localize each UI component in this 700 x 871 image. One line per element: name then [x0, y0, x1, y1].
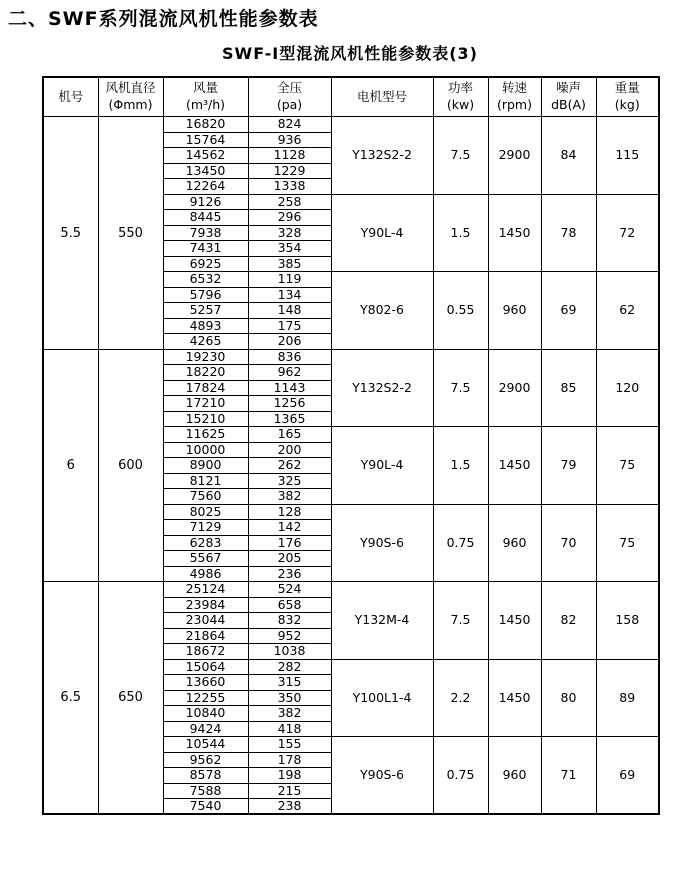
- diameter-cell: 600: [98, 349, 163, 582]
- pressure-cell: 296: [248, 210, 331, 226]
- pressure-cell: 1365: [248, 411, 331, 427]
- machine-no-cell: 5.5: [43, 117, 98, 350]
- pressure-cell: 832: [248, 613, 331, 629]
- table-header: [43, 77, 659, 117]
- column-header-machine-no: [43, 77, 98, 117]
- motor-model-cell: Y100L1-4: [331, 659, 433, 737]
- weight-cell: 69: [596, 737, 659, 815]
- column-header-line: 风机直径: [105, 80, 156, 96]
- air-volume-cell: 15764: [163, 132, 248, 148]
- power-cell: 7.5: [433, 349, 488, 427]
- column-header-line: 转速: [501, 80, 527, 96]
- column-header-line: (m³/h): [185, 97, 226, 113]
- air-volume-cell: 6283: [163, 535, 248, 551]
- air-volume-cell: 8445: [163, 210, 248, 226]
- fan-parameters-table: [42, 76, 660, 816]
- air-volume-cell: 6532: [163, 272, 248, 288]
- pressure-cell: 165: [248, 427, 331, 443]
- speed-cell: 960: [488, 272, 541, 350]
- pressure-cell: 824: [248, 117, 331, 133]
- diameter-cell: 650: [98, 582, 163, 815]
- speed-cell: 960: [488, 737, 541, 815]
- pressure-cell: 936: [248, 132, 331, 148]
- pressure-cell: 236: [248, 566, 331, 582]
- pressure-cell: 328: [248, 225, 331, 241]
- air-volume-cell: 19230: [163, 349, 248, 365]
- air-volume-cell: 21864: [163, 628, 248, 644]
- air-volume-cell: 15210: [163, 411, 248, 427]
- column-header-speed: [488, 77, 541, 117]
- air-volume-cell: 7540: [163, 799, 248, 815]
- air-volume-cell: 10840: [163, 706, 248, 722]
- pressure-cell: 206: [248, 334, 331, 350]
- pressure-cell: 282: [248, 659, 331, 675]
- pressure-cell: 205: [248, 551, 331, 567]
- air-volume-cell: 18672: [163, 644, 248, 660]
- pressure-cell: 1038: [248, 644, 331, 660]
- motor-model-cell: Y90L-4: [331, 194, 433, 272]
- air-volume-cell: 8121: [163, 473, 248, 489]
- pressure-cell: 524: [248, 582, 331, 598]
- pressure-cell: 238: [248, 799, 331, 815]
- column-header-weight: [596, 77, 659, 117]
- weight-cell: 120: [596, 349, 659, 427]
- motor-model-cell: Y90S-6: [331, 737, 433, 815]
- air-volume-cell: 16820: [163, 117, 248, 133]
- air-volume-cell: 17210: [163, 396, 248, 412]
- noise-cell: 82: [541, 582, 596, 660]
- weight-cell: 62: [596, 272, 659, 350]
- power-cell: 1.5: [433, 194, 488, 272]
- air-volume-cell: 4265: [163, 334, 248, 350]
- pressure-cell: 962: [248, 365, 331, 381]
- column-header-line: 机号: [58, 88, 84, 104]
- pressure-cell: 385: [248, 256, 331, 272]
- noise-cell: 79: [541, 427, 596, 505]
- table-body: [43, 117, 659, 815]
- column-header-line: 电机型号: [356, 88, 407, 104]
- column-header-pressure: [248, 77, 331, 117]
- air-volume-cell: 8025: [163, 504, 248, 520]
- pressure-cell: 354: [248, 241, 331, 257]
- pressure-cell: 1256: [248, 396, 331, 412]
- pressure-cell: 418: [248, 721, 331, 737]
- air-volume-cell: 5257: [163, 303, 248, 319]
- power-cell: 7.5: [433, 582, 488, 660]
- pressure-cell: 382: [248, 489, 331, 505]
- motor-model-cell: Y90L-4: [331, 427, 433, 505]
- pressure-cell: 952: [248, 628, 331, 644]
- column-header-line: 噪声: [555, 80, 581, 96]
- pressure-cell: 142: [248, 520, 331, 536]
- air-volume-cell: 13660: [163, 675, 248, 691]
- air-volume-cell: 5567: [163, 551, 248, 567]
- power-cell: 0.55: [433, 272, 488, 350]
- noise-cell: 70: [541, 504, 596, 582]
- speed-cell: 1450: [488, 582, 541, 660]
- table-row: [43, 349, 659, 365]
- air-volume-cell: 4986: [163, 566, 248, 582]
- noise-cell: 71: [541, 737, 596, 815]
- air-volume-cell: 12255: [163, 690, 248, 706]
- motor-model-cell: Y802-6: [331, 272, 433, 350]
- column-header-line: 重量: [614, 80, 640, 96]
- column-header-motor-model: [331, 77, 433, 117]
- noise-cell: 80: [541, 659, 596, 737]
- weight-cell: 72: [596, 194, 659, 272]
- air-volume-cell: 10544: [163, 737, 248, 753]
- air-volume-cell: 12264: [163, 179, 248, 195]
- motor-model-cell: Y132M-4: [331, 582, 433, 660]
- pressure-cell: 155: [248, 737, 331, 753]
- air-volume-cell: 15064: [163, 659, 248, 675]
- pressure-cell: 198: [248, 768, 331, 784]
- column-header-line: 风量: [192, 80, 218, 96]
- header-row: [43, 77, 659, 117]
- motor-model-cell: Y90S-6: [331, 504, 433, 582]
- speed-cell: 960: [488, 504, 541, 582]
- pressure-cell: 1338: [248, 179, 331, 195]
- power-cell: 0.75: [433, 504, 488, 582]
- air-volume-cell: 13450: [163, 163, 248, 179]
- column-header-line: (kw): [446, 97, 475, 113]
- column-header-line: (Φmm): [108, 97, 153, 113]
- air-volume-cell: 23984: [163, 597, 248, 613]
- air-volume-cell: 9562: [163, 752, 248, 768]
- weight-cell: 158: [596, 582, 659, 660]
- pressure-cell: 1143: [248, 380, 331, 396]
- motor-model-cell: Y132S2-2: [331, 117, 433, 195]
- power-cell: 2.2: [433, 659, 488, 737]
- pressure-cell: 176: [248, 535, 331, 551]
- air-volume-cell: 7588: [163, 783, 248, 799]
- pressure-cell: 119: [248, 272, 331, 288]
- weight-cell: 115: [596, 117, 659, 195]
- column-header-line: dB(A): [551, 97, 586, 113]
- column-header-air-volume: [163, 77, 248, 117]
- air-volume-cell: 4893: [163, 318, 248, 334]
- pressure-cell: 1229: [248, 163, 331, 179]
- speed-cell: 1450: [488, 427, 541, 505]
- air-volume-cell: 7431: [163, 241, 248, 257]
- column-header-power: [433, 77, 488, 117]
- air-volume-cell: 14562: [163, 148, 248, 164]
- column-header-line: (kg): [614, 97, 640, 113]
- page-subtitle: SWF-I型混流风机性能参数表(3): [222, 43, 478, 63]
- table-row: [43, 117, 659, 133]
- pressure-cell: 658: [248, 597, 331, 613]
- air-volume-cell: 25124: [163, 582, 248, 598]
- column-header-noise: [541, 77, 596, 117]
- air-volume-cell: 7938: [163, 225, 248, 241]
- pressure-cell: 382: [248, 706, 331, 722]
- air-volume-cell: 7560: [163, 489, 248, 505]
- air-volume-cell: 6925: [163, 256, 248, 272]
- pressure-cell: 178: [248, 752, 331, 768]
- pressure-cell: 200: [248, 442, 331, 458]
- column-header-line: 功率: [447, 80, 473, 96]
- column-header-line: (pa): [276, 97, 303, 113]
- machine-no-cell: 6: [43, 349, 98, 582]
- table-row: [43, 582, 659, 598]
- speed-cell: 2900: [488, 349, 541, 427]
- air-volume-cell: 8900: [163, 458, 248, 474]
- pressure-cell: 175: [248, 318, 331, 334]
- power-cell: 7.5: [433, 117, 488, 195]
- power-cell: 0.75: [433, 737, 488, 815]
- weight-cell: 75: [596, 427, 659, 505]
- speed-cell: 1450: [488, 194, 541, 272]
- air-volume-cell: 8578: [163, 768, 248, 784]
- weight-cell: 75: [596, 504, 659, 582]
- machine-no-cell: 6.5: [43, 582, 98, 815]
- pressure-cell: 325: [248, 473, 331, 489]
- pressure-cell: 350: [248, 690, 331, 706]
- pressure-cell: 315: [248, 675, 331, 691]
- motor-model-cell: Y132S2-2: [331, 349, 433, 427]
- air-volume-cell: 23044: [163, 613, 248, 629]
- pressure-cell: 836: [248, 349, 331, 365]
- noise-cell: 85: [541, 349, 596, 427]
- air-volume-cell: 9126: [163, 194, 248, 210]
- pressure-cell: 258: [248, 194, 331, 210]
- air-volume-cell: 11625: [163, 427, 248, 443]
- air-volume-cell: 18220: [163, 365, 248, 381]
- speed-cell: 2900: [488, 117, 541, 195]
- air-volume-cell: 9424: [163, 721, 248, 737]
- diameter-cell: 550: [98, 117, 163, 350]
- air-volume-cell: 5796: [163, 287, 248, 303]
- speed-cell: 1450: [488, 659, 541, 737]
- column-header-line: (rpm): [496, 97, 532, 113]
- noise-cell: 69: [541, 272, 596, 350]
- noise-cell: 78: [541, 194, 596, 272]
- air-volume-cell: 10000: [163, 442, 248, 458]
- pressure-cell: 128: [248, 504, 331, 520]
- page-title: 二、SWF系列混流风机性能参数表: [8, 8, 319, 30]
- noise-cell: 84: [541, 117, 596, 195]
- column-header-diameter: [98, 77, 163, 117]
- pressure-cell: 134: [248, 287, 331, 303]
- power-cell: 1.5: [433, 427, 488, 505]
- pressure-cell: 262: [248, 458, 331, 474]
- pressure-cell: 148: [248, 303, 331, 319]
- column-header-line: 全压: [276, 80, 302, 96]
- weight-cell: 89: [596, 659, 659, 737]
- air-volume-cell: 17824: [163, 380, 248, 396]
- air-volume-cell: 7129: [163, 520, 248, 536]
- pressure-cell: 1128: [248, 148, 331, 164]
- pressure-cell: 215: [248, 783, 331, 799]
